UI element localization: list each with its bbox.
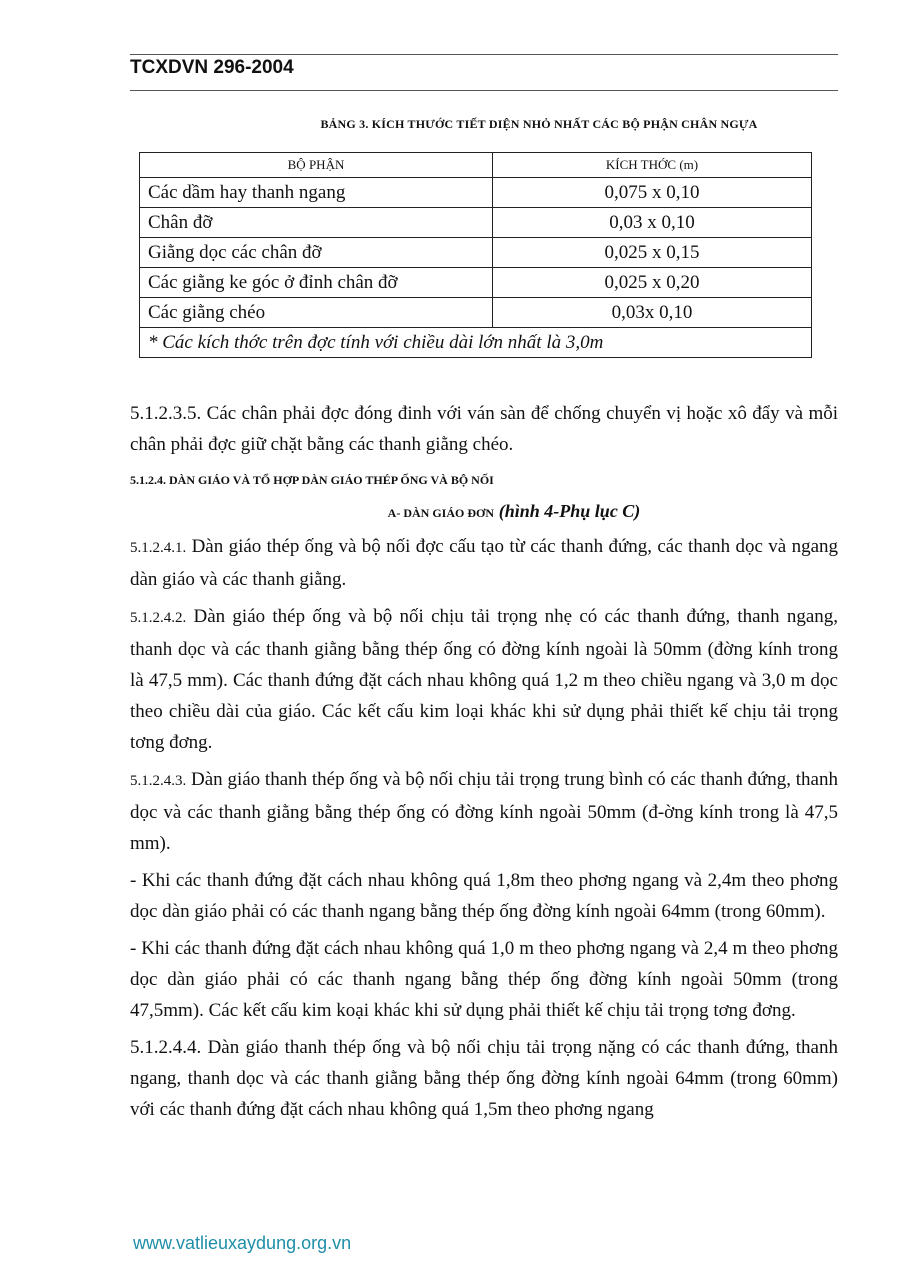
sub-heading-b: (hình 4-Phụ lục C) [498,501,641,521]
table-cell-part: Các giằng chéo [140,298,493,328]
document-code: TCXDVN 296-2004 [130,57,294,78]
body-text-2 [130,531,838,1125]
table-cell-part: Các dầm hay thanh ngang [140,178,493,208]
paragraph-5-1-2-4-1 [130,531,838,595]
sub-heading-a: A- DÀN GIÁO ĐƠN [387,506,495,520]
table-cell-size: 0,025 x 0,15 [493,238,812,268]
table-row [140,208,812,238]
paragraph-5-1-2-4-2 [130,601,838,758]
table-cell-size: 0,03x 0,10 [493,298,812,328]
table-row [140,178,812,208]
body-text-1 [130,398,838,460]
table-title: BẢNG 3. KÍCH THƯỚC TIẾT DIỆN NHỎ NHẤT CÁC BỘ PHẬN CHÂN NGỰA [320,117,758,131]
table-cell-size: 0,025 x 0,20 [493,268,812,298]
table-row [140,298,812,328]
table-cell-part: Giằng dọc các chân đỡ [140,238,493,268]
paragraph-number: 5.1.2.4.1. [130,540,187,556]
header-top-rule [130,54,838,55]
section-heading: 5.1.2.4. DÀN GIÁO VÀ TỔ HỢP DÀN GIÁO THÉP ỐNG VÀ BỘ NỐI [130,473,494,487]
table-row [140,238,812,268]
paragraph-text: Dàn giáo thanh thép ống và bộ nối chịu tải trọng trung bình có các thanh đứng, thanh dọc và các thanh giằng bằng thép ống có đờng kính ngoài 50mm (đ-ờng kính trong là 47,5 mm). [130,769,838,854]
paragraph-5-1-2-3-5: 5.1.2.3.5. Các chân phải đợc đóng đinh với ván sàn để chống chuyển vị hoặc xô đẩy và mỗi chân phải đợc giữ chặt bằng các thanh giằng chéo. [130,403,838,455]
paragraph-bullet-1: - Khi các thanh đứng đặt cách nhau không quá 1,8m theo phơng ngang và 2,4m theo phơng dọc dàn giáo phải có các thanh ngang bằng thép ống đờng kính ngoài 64mm (trong 60mm). [130,870,838,922]
table-header-row [140,153,812,178]
paragraph-bullet-2: - Khi các thanh đứng đặt cách nhau không quá 1,0 m theo phơng ngang và 2,4 m theo phơng dọc dàn giáo phải có các thanh ngang bằng thép ống đờng kính ngoài 50mm (trong 47,5mm). Các kết cấu kim koại khác khi sử dụng phải thiết kế chịu tải trọng tơng đơng. [130,938,838,1021]
table-note-row [140,328,812,358]
paragraph-5-1-2-4-3 [130,764,838,859]
paragraph-5-1-2-4-4: 5.1.2.4.4. Dàn giáo thanh thép ống và bộ nối chịu tải trọng nặng có các thanh đứng, thanh ngang, thanh dọc và các thanh giằng bằng thép ống đờng kính ngoài 64mm (trong 60mm) với các thanh đứng đặt cách nhau không quá 1,5m theo phơng ngang [130,1037,838,1120]
paragraph-number: 5.1.2.4.3. [130,773,187,789]
table-cell-size: 0,075 x 0,10 [493,178,812,208]
dimensions-table [139,152,812,358]
table-note: * Các kích thớc trên đợc tính với chiều dài lớn nhất là 3,0m [140,328,812,358]
table-cell-part: Các giằng ke góc ở đỉnh chân đỡ [140,268,493,298]
table-cell-part: Chân đỡ [140,208,493,238]
table-cell-size: 0,03 x 0,10 [493,208,812,238]
sub-heading-block [130,496,838,529]
paragraph-text: Dàn giáo thép ống và bộ nối chịu tải trọng nhẹ có các thanh đứng, thanh ngang, thanh dọc và các thanh giằng bằng thép ống có đờng kính ngoài là 50mm (đờng kính trong là 47,5 mm). Các thanh đứng đặt cách nhau không quá 1,2 m theo chiều ngang và 3,0 m dọc theo chiều dài của giáo. Các kết cấu kim loại khác khi sử dụng phải thiết kế chịu tải trọng tơng đơng. [130,606,838,753]
paragraph-number: 5.1.2.4.2. [130,610,187,626]
header-bottom-rule [130,90,838,91]
paragraph-text: Dàn giáo thép ống và bộ nối đợc cấu tạo từ các thanh đứng, các thanh dọc và ngang dàn giáo và các thanh giằng. [130,536,838,590]
column-header-size: KÍCH THỚC (m) [493,153,812,178]
section-heading-block [130,465,838,496]
column-header-part: BỘ PHẬN [140,153,493,178]
table-row [140,268,812,298]
footer-website-link[interactable]: www.vatlieuxaydung.org.vn [133,1233,352,1253]
